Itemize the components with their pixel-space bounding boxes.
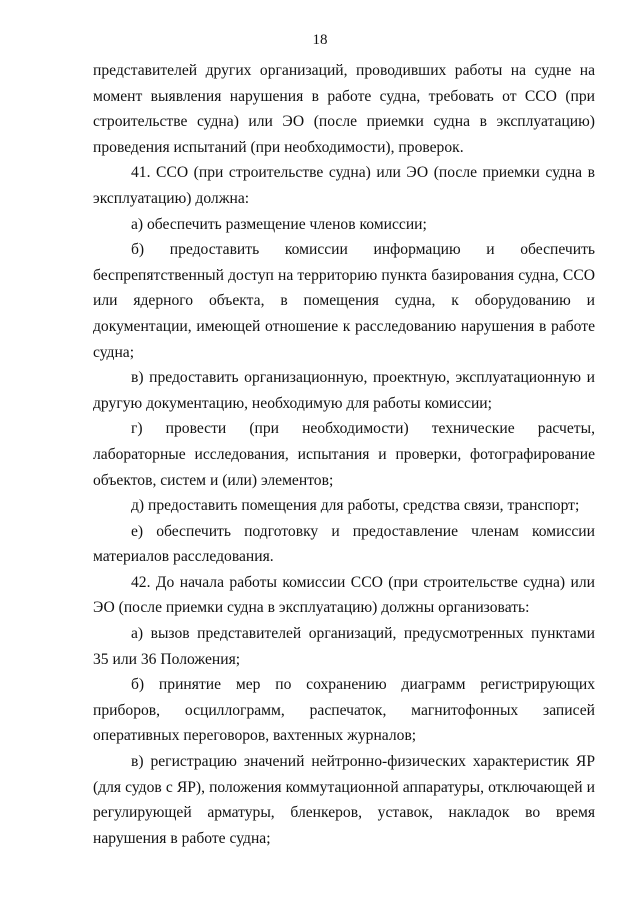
paragraph-41-v: в) предоставить организационную, проектную, эксплуатационную и другую документацию, необходимую для работы комиссии;: [93, 369, 595, 412]
paragraph-42-a: а) вызов представителей организаций, предусмотренных пунктами 35 или 36 Положения;: [93, 625, 595, 668]
paragraph-41-b: б) предоставить комиссии информацию и обеспечить беспрепятственный доступ на территорию пункта базирования судна, ССО или ядерного объекта, в помещения судна, к оборудованию и документации, имеющей отношение к расследованию нарушения в работе судна;: [93, 241, 595, 361]
paragraph-41-d: д) предоставить помещения для работы, средства связи, транспорт;: [131, 497, 580, 515]
paragraph-41-e: е) обеспечить подготовку и предоставление членам комиссии материалов расследования.: [93, 522, 595, 566]
paragraph-41-g: г) провести (при необходимости) технические расчеты, лабораторные исследования, испытания и проверки, фотографирование объектов, систем и (или) элементов;: [93, 420, 595, 489]
paragraph-item-42: 42. До начала работы комиссии ССО (при строительстве судна) или ЭО (после приемки судна в эксплуатацию) должны организовать:: [93, 573, 595, 617]
paragraph-42-v: в) регистрацию значений нейтронно-физических характеристик ЯР (для судов с ЯР), положения коммутационной аппаратуры, отключающей и регулирующей арматуры, бленкеров, уставок, накладок во время нарушения в работе судна;: [93, 753, 595, 847]
page-number: 18: [312, 32, 328, 48]
paragraph-41-a: а) обеспечить размещение членов комиссии;: [131, 215, 427, 233]
paragraph-item-41: 41. ССО (при строительстве судна) или ЭО (после приемки судна в эксплуатацию) должна:: [93, 164, 595, 207]
paragraph-42-b: б) принятие мер по сохранению диаграмм регистрирующих приборов, осциллограмм, распечаток, магнитофонных записей оперативных переговоров, вахтенных журналов;: [93, 676, 595, 745]
paragraph-continuation: представителей других организаций, проводивших работы на судне на момент выявления нарушения в работе судна, требовать от ССО (при строительстве судна) или ЭО (после приемки судна в эксплуатацию) проведения испытаний (при необходимости), проверок.: [93, 62, 595, 156]
document-body: [93, 58, 595, 851]
